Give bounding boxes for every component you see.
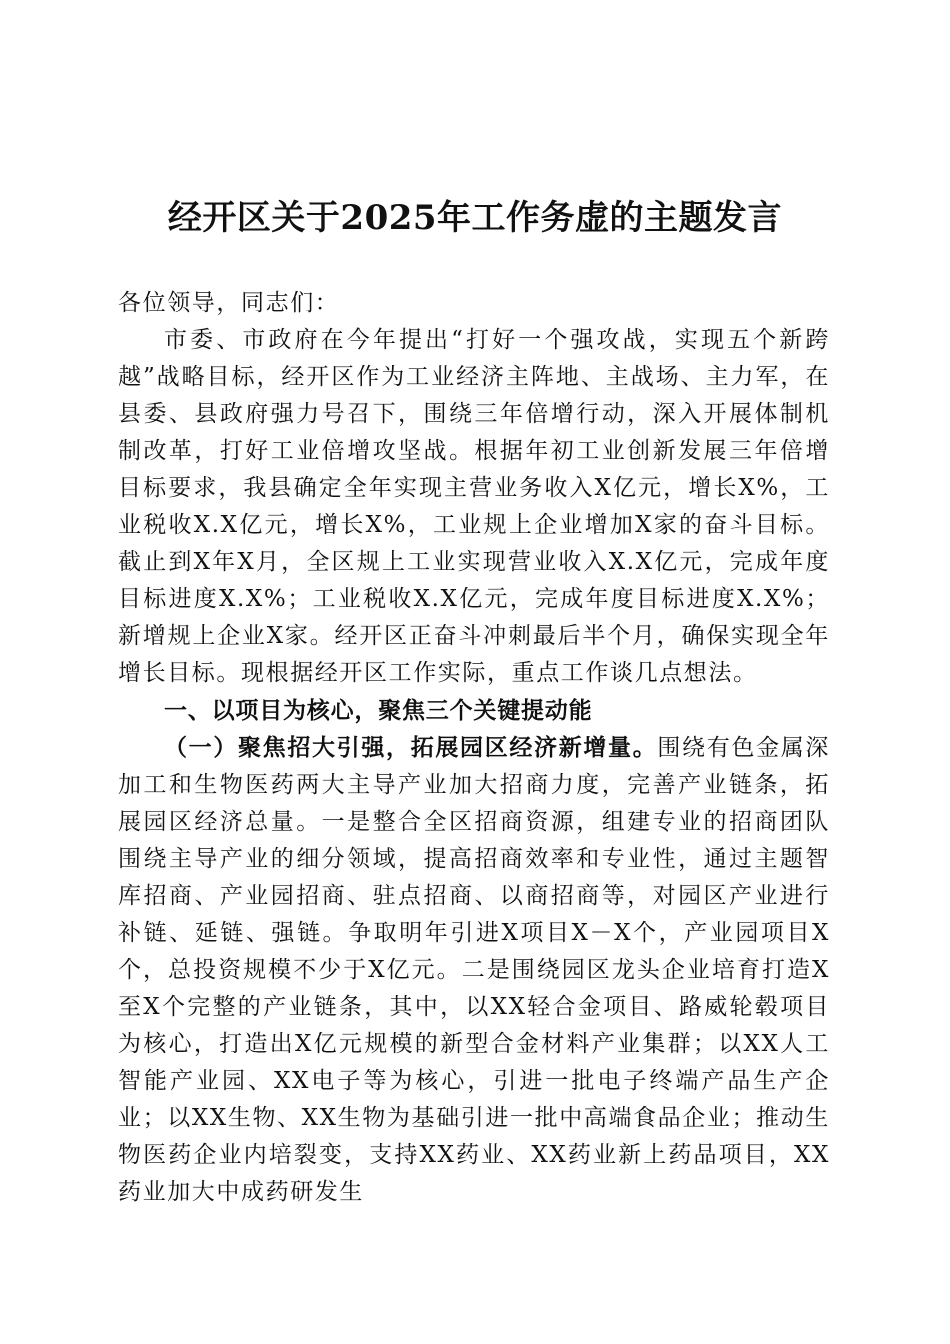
document-body bbox=[118, 285, 830, 1211]
section-heading: 一、以项目为核心，聚焦三个关键提动能 bbox=[164, 697, 593, 724]
subsection-paragraph bbox=[118, 729, 830, 1211]
intro-paragraph: 市委、市政府在今年提出“打好一个强攻战，实现五个新跨越”战略目标，经开区作为工业经济主阵地、主战场、主力军，在县委、县政府强力号召下，围绕三年倍增行动，深入开展体制机制改革，打好工业倍增攻坚战。根据年初工业创新发展三年倍增目标要求，我县确定全年实现主营业务收入X亿元，增长X%，工业税收X.X亿元，增长X%，工业规上企业增加X家的奋斗目标。截止到X年X月，全区规上工业实现营业收入X.X亿元，完成年度目标进度X.X%；工业税收X.X亿元，完成年度目标进度X.X%；新增规上企业X家。经开区正奋斗冲刺最后半个月，确保实现全年增长目标。现根据经开区工作实际，重点工作谈几点想法。 bbox=[118, 327, 830, 686]
subsection-body: 围绕有色金属深加工和生物医药两大主导产业加大招商力度，完善产业链条，拓展园区经济总量。一是整合全区招商资源，组建专业的招商团队围绕主导产业的细分领域，提高招商效率和专业性，通过主题智库招商、产业园招商、驻点招商、以商招商等，对园区产业进行补链、延链、强链。争取明年引进X项目X－X个，产业园项目X个，总投资规模不少于X亿元。二是围绕园区龙头企业培育打造X至X个完整的产业链条，其中，以XX轻合金项目、路威轮毂项目为核心，打造出X亿元规模的新型合金材料产业集群；以XX人工智能产业园、XX电子等为核心，引进一批电子终端产品生产企业；以XX生物、XX生物为基础引进一批中高端食品企业；推动生物医药企业内培裂变，支持XX药业、XX药业新上药品项目，XX药业加大中成药研发生 bbox=[118, 735, 831, 1205]
salutation: 各位领导，同志们： bbox=[118, 290, 340, 316]
document-title: 经开区关于2025年工作务虚的主题发言 bbox=[167, 198, 783, 238]
subsection-title: （一）聚焦招大引强，拓展园区经济新增量。 bbox=[164, 734, 658, 761]
